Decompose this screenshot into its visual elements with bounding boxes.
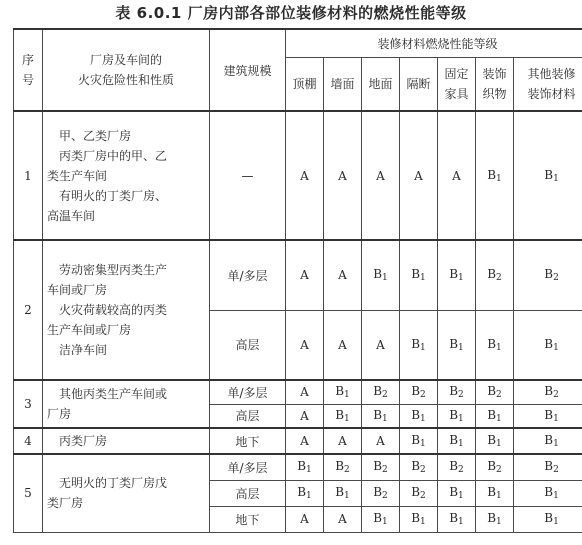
grade-letter: B [449, 407, 459, 422]
hazard-line: 无明火的丁类厂房戊 [59, 476, 168, 491]
grade-cell [324, 480, 362, 506]
grade-letter: A [376, 434, 385, 448]
grade-cell [476, 310, 514, 380]
grade-cell [400, 380, 438, 404]
header-hazard-line1: 厂房及车间的 [89, 53, 162, 67]
fire-rating-table [13, 28, 582, 533]
grade-letter: B [544, 336, 554, 351]
grade-subscript: 2 [382, 465, 388, 476]
grade-letter: B [544, 407, 554, 422]
grade-letter: B [487, 459, 497, 474]
hazard-line: 厂房 [47, 407, 72, 421]
grade-cell [438, 454, 476, 480]
grade-cell [324, 310, 362, 380]
grade-letter: B [411, 267, 421, 282]
grade-subscript: 1 [553, 439, 559, 449]
grade-cell [324, 428, 362, 454]
grade-letter: A [376, 168, 385, 183]
grade-letter: B [449, 459, 459, 474]
grade-subscript: 2 [382, 491, 388, 501]
grade-letter: B [373, 511, 383, 525]
grade-subscript: 2 [553, 465, 559, 476]
grade-subscript: 1 [496, 342, 502, 353]
grade-letter: B [487, 384, 497, 399]
grade-letter: B [449, 384, 459, 399]
grade-subscript: 2 [420, 465, 426, 476]
grade-letter: A [300, 268, 309, 283]
grade-letter: A [376, 337, 385, 352]
row-number: 4 [14, 428, 43, 454]
grade-letter: A [300, 337, 309, 352]
grade-subscript: 1 [382, 273, 388, 284]
grade-letter: B [373, 459, 383, 474]
header-scale: 建筑规模 [210, 29, 286, 111]
grade-subscript: 2 [458, 390, 464, 401]
row-number: 5 [14, 454, 43, 532]
grade-cell [514, 428, 582, 454]
grade-cell [476, 240, 514, 310]
building-scale: 单/多层 [210, 380, 286, 404]
grade-subscript: 1 [420, 342, 426, 353]
header-col-0 [286, 57, 324, 111]
grade-cell [286, 506, 324, 532]
header-col-line2: 织物 [482, 86, 507, 101]
grade-cell [362, 240, 400, 310]
grade-letter: B [544, 485, 554, 499]
hazard-line: 甲、乙类厂房 [59, 128, 132, 143]
table-row [14, 111, 582, 240]
grade-subscript: 1 [553, 173, 559, 184]
grade-letter: A [338, 434, 347, 448]
grade-cell [362, 454, 400, 480]
grade-cell [476, 380, 514, 404]
grade-letter: B [373, 407, 383, 422]
grade-letter: B [487, 407, 497, 422]
grade-subscript: 2 [496, 273, 502, 284]
grade-letter: B [449, 485, 459, 499]
table-row [14, 240, 582, 310]
grade-cell [438, 310, 476, 380]
grade-letter: A [300, 512, 309, 526]
grade-cell [514, 454, 582, 480]
grade-subscript: 1 [496, 173, 502, 184]
grade-subscript: 1 [382, 413, 388, 424]
grade-letter: A [338, 512, 347, 526]
grade-cell [400, 428, 438, 454]
grade-letter: B [487, 267, 497, 282]
grade-subscript: 2 [382, 390, 388, 401]
grade-cell [286, 240, 324, 310]
grade-cell [286, 404, 324, 428]
table-title: 表 6.0.1 厂房内部各部位装修材料的燃烧性能等级 [115, 4, 467, 22]
grade-letter: B [297, 485, 307, 499]
grade-subscript: 1 [344, 491, 350, 501]
grade-subscript: 1 [344, 390, 350, 401]
grade-cell [324, 404, 362, 428]
grade-letter: B [487, 511, 497, 525]
grade-cell [362, 506, 400, 532]
grade-letter: A [338, 337, 347, 352]
grade-subscript: 1 [553, 342, 559, 353]
hazard-description [43, 380, 210, 428]
grade-letter: A [452, 168, 461, 183]
building-scale: — [210, 111, 286, 240]
hazard-line: 劳动密集型丙类生产 [59, 263, 168, 277]
grade-subscript: 2 [496, 465, 502, 476]
hazard-line: 生产车间或厂房 [47, 323, 132, 337]
grade-letter: B [544, 384, 554, 399]
header-no-line1: 序 [21, 53, 34, 67]
grade-cell [400, 111, 438, 240]
grade-cell [514, 506, 582, 532]
grade-cell [324, 506, 362, 532]
building-scale: 高层 [210, 480, 286, 506]
building-scale: 地下 [210, 428, 286, 454]
grade-cell [400, 454, 438, 480]
grade-subscript: 1 [496, 517, 502, 527]
table-row [14, 454, 582, 480]
row-number: 3 [14, 380, 43, 428]
hazard-line: 丙类厂房 [59, 434, 108, 448]
grade-cell [362, 404, 400, 428]
grade-letter: B [544, 433, 554, 447]
grade-cell [438, 380, 476, 404]
grade-letter: B [335, 459, 345, 474]
grade-cell [476, 480, 514, 506]
header-col-line2: 家具 [444, 86, 469, 101]
grade-subscript: 1 [496, 439, 502, 449]
grade-letter: B [411, 433, 421, 447]
grade-letter: A [300, 168, 309, 183]
grade-letter: B [411, 336, 421, 351]
grade-letter: B [335, 485, 345, 499]
hazard-line: 其他丙类生产车间或 [59, 387, 168, 401]
grade-cell [400, 310, 438, 380]
header-col-line1: 墙面 [330, 76, 355, 91]
grade-letter: B [373, 384, 383, 399]
grade-cell [324, 111, 362, 240]
grade-subscript: 1 [458, 342, 464, 353]
grade-cell [476, 506, 514, 532]
grade-letter: A [338, 268, 347, 283]
grade-letter: B [487, 167, 497, 182]
grade-cell [324, 380, 362, 404]
grade-subscript: 1 [420, 413, 426, 424]
grade-subscript: 1 [306, 491, 312, 501]
grade-subscript: 2 [553, 273, 559, 284]
grade-cell [286, 111, 324, 240]
grade-letter: B [411, 511, 421, 525]
grade-subscript: 2 [496, 390, 502, 401]
building-scale: 高层 [210, 310, 286, 380]
header-col-2 [362, 57, 400, 111]
grade-subscript: 1 [496, 413, 502, 424]
grade-subscript: 1 [553, 491, 559, 501]
hazard-description [43, 240, 210, 380]
grade-cell [438, 111, 476, 240]
header-col-line1: 顶棚 [292, 76, 317, 91]
building-scale: 地下 [210, 506, 286, 532]
grade-letter: B [544, 459, 554, 474]
grade-letter: A [300, 385, 309, 400]
grade-letter: B [544, 167, 554, 182]
grade-letter: A [300, 408, 309, 423]
grade-letter: A [300, 434, 309, 448]
grade-cell [400, 506, 438, 532]
grade-cell [438, 480, 476, 506]
grade-cell [400, 240, 438, 310]
grade-cell [514, 240, 582, 310]
grade-letter: B [411, 407, 421, 422]
grade-cell [438, 240, 476, 310]
hazard-description [43, 454, 210, 532]
grade-cell [362, 310, 400, 380]
hazard-line: 丙类厂房中的甲、乙 [59, 148, 168, 163]
grade-cell [514, 480, 582, 506]
header-no-line2: 号 [21, 73, 34, 87]
hazard-line: 车间或厂房 [47, 283, 108, 297]
grade-subscript: 1 [420, 517, 426, 527]
grade-letter: B [335, 384, 345, 399]
building-scale: 单/多层 [210, 240, 286, 310]
grade-subscript: 1 [458, 491, 464, 501]
grade-subscript: 1 [553, 517, 559, 527]
hazard-line: 火灾荷载较高的丙类 [59, 303, 168, 317]
grade-letter: B [411, 384, 421, 399]
grade-letter: B [449, 336, 459, 351]
grade-cell [362, 480, 400, 506]
grade-letter: B [487, 336, 497, 351]
grade-subscript: 1 [458, 517, 464, 527]
building-scale: 单/多层 [210, 454, 286, 480]
grade-subscript: 1 [420, 273, 426, 284]
grade-letter: B [544, 511, 554, 525]
hazard-description [43, 111, 210, 240]
grade-subscript: 1 [496, 491, 502, 501]
grade-subscript: 2 [420, 390, 426, 401]
hazard-line: 类厂房 [47, 496, 84, 511]
header-col-4 [438, 57, 476, 111]
hazard-line: 有明火的丁类厂房、 [59, 188, 168, 203]
hazard-description [43, 428, 210, 454]
header-hazard-line2: 火灾危险性和性质 [77, 73, 174, 87]
grade-subscript: 2 [553, 390, 559, 401]
grade-letter: B [544, 267, 554, 282]
grade-cell [286, 480, 324, 506]
grade-cell [438, 428, 476, 454]
grade-subscript: 1 [344, 413, 350, 424]
building-scale: 高层 [210, 404, 286, 428]
grade-subscript: 2 [344, 465, 350, 476]
header-col-line1: 固定 [444, 66, 469, 81]
grade-cell [476, 404, 514, 428]
grade-subscript: 1 [458, 273, 464, 284]
header-hazard [43, 29, 210, 111]
table-row [14, 380, 582, 404]
grade-cell [286, 454, 324, 480]
header-col-line1: 地面 [368, 76, 393, 91]
row-number: 1 [14, 111, 43, 240]
grade-cell [286, 428, 324, 454]
grade-letter: B [373, 267, 383, 282]
header-col-line2: 装饰材料 [527, 86, 576, 101]
grade-cell [514, 310, 582, 380]
header-col-1 [324, 57, 362, 111]
grade-subscript: 1 [382, 517, 388, 527]
grade-cell [362, 428, 400, 454]
grade-subscript: 1 [306, 465, 312, 476]
header-group: 装修材料燃烧性能等级 [286, 29, 582, 57]
hazard-line: 高温车间 [47, 208, 96, 223]
grade-cell [286, 310, 324, 380]
header-col-line1: 装饰 [482, 66, 507, 81]
header-col-3 [400, 57, 438, 111]
grade-letter: B [411, 485, 421, 499]
grade-subscript: 1 [553, 413, 559, 424]
grade-subscript: 1 [458, 439, 464, 449]
header-no [14, 29, 43, 111]
header-col-5 [476, 57, 514, 111]
grade-cell [286, 380, 324, 404]
grade-subscript: 2 [458, 465, 464, 476]
row-number: 2 [14, 240, 43, 380]
grade-subscript: 2 [420, 491, 426, 501]
grade-subscript: 1 [420, 439, 426, 449]
header-col-line1: 隔断 [406, 76, 431, 91]
grade-cell [400, 404, 438, 428]
grade-letter: B [373, 485, 383, 499]
grade-cell [438, 404, 476, 428]
header-col-6 [514, 57, 582, 111]
grade-letter: B [487, 485, 497, 499]
grade-cell [514, 111, 582, 240]
grade-cell [514, 404, 582, 428]
grade-subscript: 1 [458, 413, 464, 424]
grade-cell [324, 454, 362, 480]
hazard-line: 洁净车间 [59, 343, 108, 357]
grade-cell [476, 428, 514, 454]
grade-letter: A [338, 168, 347, 183]
grade-cell [476, 111, 514, 240]
grade-cell [438, 506, 476, 532]
hazard-line: 类生产车间 [47, 168, 108, 183]
grade-letter: B [297, 459, 307, 474]
table-row [14, 428, 582, 454]
header-col-line1: 其他装修 [527, 66, 576, 81]
grade-cell [476, 454, 514, 480]
grade-cell [324, 240, 362, 310]
grade-letter: B [487, 433, 497, 447]
grade-letter: B [449, 433, 459, 447]
grade-letter: B [449, 267, 459, 282]
grade-letter: A [414, 168, 423, 183]
grade-cell [514, 380, 582, 404]
grade-cell [362, 380, 400, 404]
grade-letter: B [335, 407, 345, 422]
grade-letter: B [449, 511, 459, 525]
grade-letter: B [411, 459, 421, 474]
grade-cell [400, 480, 438, 506]
grade-cell [362, 111, 400, 240]
